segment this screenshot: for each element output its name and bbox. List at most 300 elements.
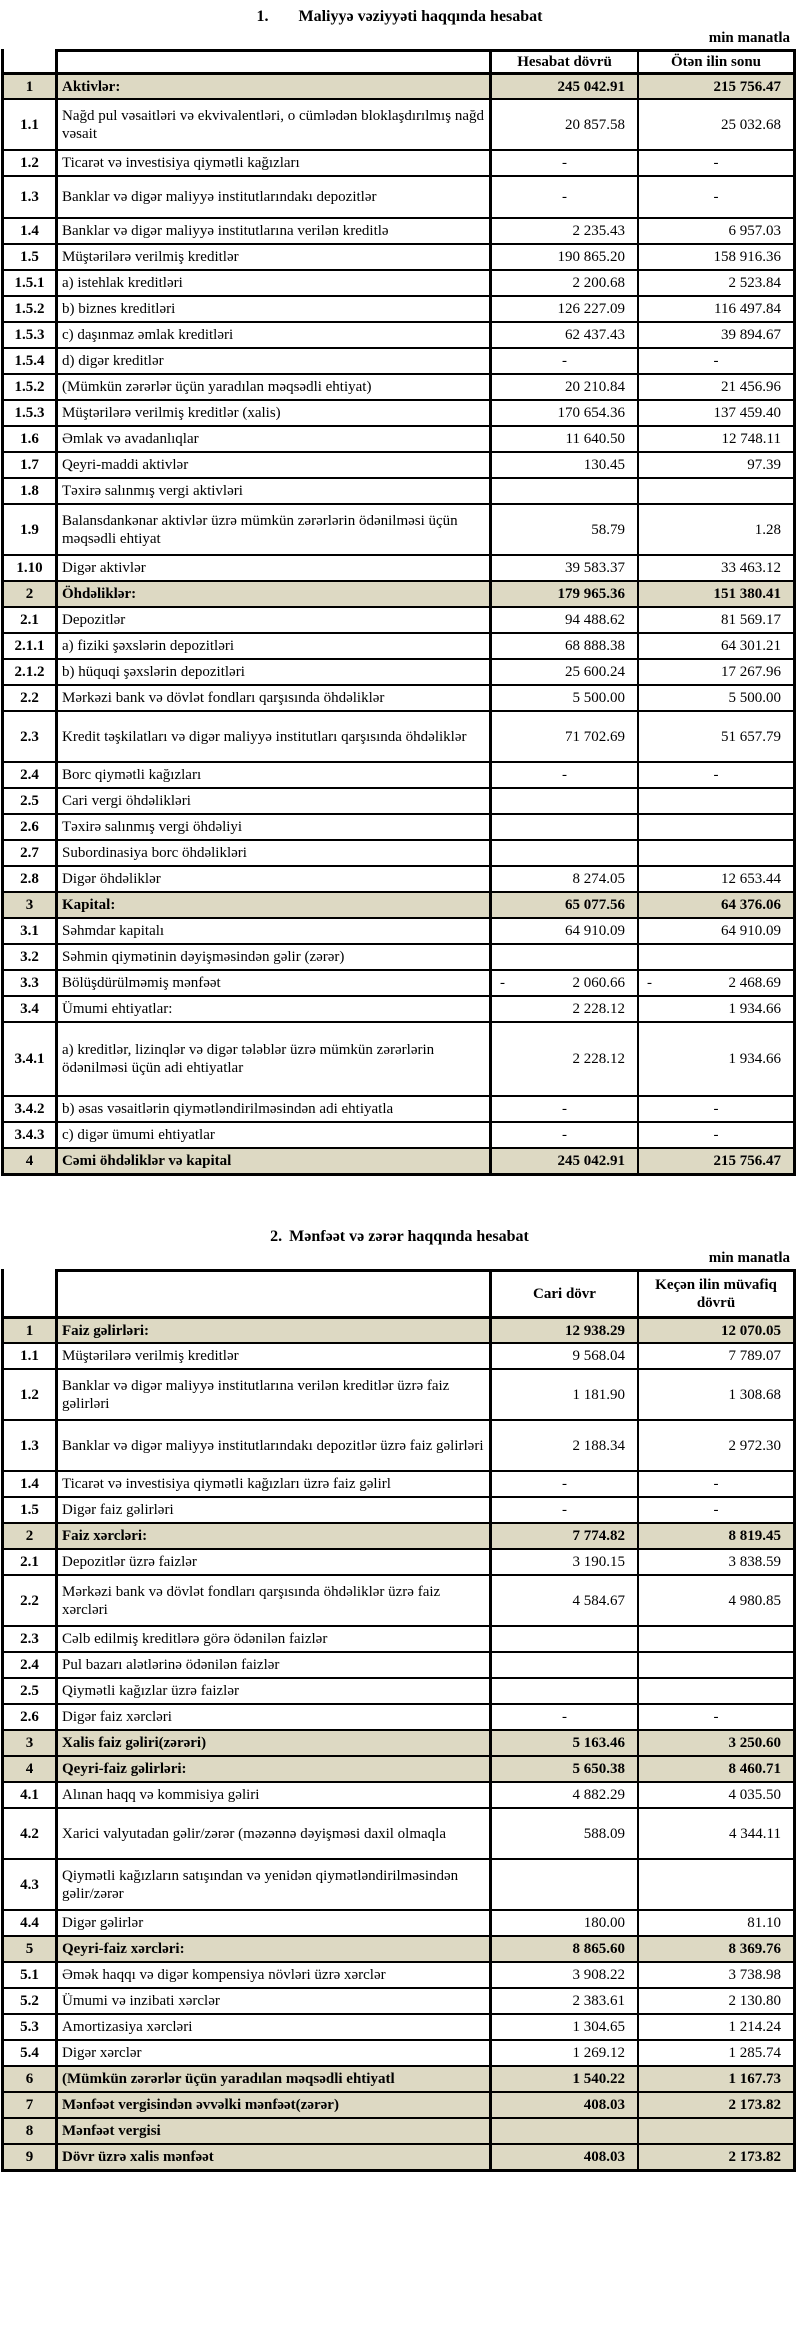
row-label: Digər öhdəliklər — [55, 865, 489, 891]
table-row — [1, 865, 796, 891]
header-label-cell — [55, 1269, 489, 1316]
row-value-previous: 1 167.73 — [637, 2065, 796, 2091]
table-row — [1, 72, 796, 98]
table-row — [1, 1419, 796, 1470]
row-value-current: 1 304.65 — [489, 2013, 637, 2039]
row-label: Faiz gəlirləri: — [55, 1316, 489, 1342]
row-value-current: 71 702.69 — [489, 710, 637, 761]
row-value-current — [489, 477, 637, 503]
row-label: Digər xərclər — [55, 2039, 489, 2065]
row-value-previous: 3 250.60 — [637, 1729, 796, 1755]
income-statement-title — [1, 1228, 798, 1246]
row-number: 3.4.3 — [1, 1121, 55, 1147]
row-value-previous: 215 756.47 — [637, 72, 796, 98]
row-value-previous: 4 980.85 — [637, 1574, 796, 1625]
table-row — [1, 295, 796, 321]
row-number: 4.2 — [1, 1807, 55, 1858]
row-number: 3 — [1, 891, 55, 917]
row-value-previous: 81 569.17 — [637, 606, 796, 632]
row-label: Səhmin qiymətinin dəyişməsindən gəlir (zərər) — [55, 943, 489, 969]
row-value-previous: 64 910.09 — [637, 917, 796, 943]
table-row — [1, 1368, 796, 1419]
row-label: Banklar və digər maliyyə institutlarına verilən kreditlə — [55, 217, 489, 243]
row-label: d) digər kreditlər — [55, 347, 489, 373]
row-value-current: 65 077.56 — [489, 891, 637, 917]
table-row — [1, 425, 796, 451]
table-row — [1, 2039, 796, 2065]
table-row — [1, 399, 796, 425]
row-value-previous: - — [637, 1121, 796, 1147]
row-value-current: 408.03 — [489, 2143, 637, 2169]
row-value-previous: - — [637, 1470, 796, 1496]
row-value-number: 2 468.69 — [728, 975, 781, 992]
balance-sheet-table — [1, 49, 796, 1176]
row-value-previous: 81.10 — [637, 1909, 796, 1935]
row-value-current: 25 600.24 — [489, 658, 637, 684]
table-row — [1, 761, 796, 787]
row-number: 1.4 — [1, 1470, 55, 1496]
row-value-previous: 33 463.12 — [637, 554, 796, 580]
row-number: 2.4 — [1, 1651, 55, 1677]
row-value-previous: 7 789.07 — [637, 1342, 796, 1368]
row-label: Səhmdar kapitalı — [55, 917, 489, 943]
row-label: Müştərilərə verilmiş kreditlər — [55, 1342, 489, 1368]
row-value-current: 62 437.43 — [489, 321, 637, 347]
row-label: Depozitlər üzrə faizlər — [55, 1548, 489, 1574]
table-row — [1, 606, 796, 632]
table-row — [1, 684, 796, 710]
row-label: a) istehlak kreditləri — [55, 269, 489, 295]
row-number: 3 — [1, 1729, 55, 1755]
row-value-previous — [637, 1858, 796, 1909]
row-number: 1.10 — [1, 554, 55, 580]
row-number: 5 — [1, 1935, 55, 1961]
row-label: Digər aktivlər — [55, 554, 489, 580]
row-value-previous: 5 500.00 — [637, 684, 796, 710]
row-number: 7 — [1, 2091, 55, 2117]
table-row — [1, 1342, 796, 1368]
row-label: Pul bazarı alətlərinə ödənilən faizlər — [55, 1651, 489, 1677]
row-number: 2.6 — [1, 1703, 55, 1729]
row-value-previous: 137 459.40 — [637, 399, 796, 425]
row-number: 4.4 — [1, 1909, 55, 1935]
row-number: 1.4 — [1, 217, 55, 243]
row-label: Ümumi və inzibati xərclər — [55, 1987, 489, 2013]
row-value-previous: 97.39 — [637, 451, 796, 477]
row-number: 2 — [1, 580, 55, 606]
balance-sheet-title-text: Maliyyə vəziyyəti haqqında hesabat — [298, 8, 543, 25]
row-number: 1.8 — [1, 477, 55, 503]
row-value-current: 1 181.90 — [489, 1368, 637, 1419]
row-value-previous: 12 070.05 — [637, 1316, 796, 1342]
row-number: 1 — [1, 72, 55, 98]
row-value-current: 170 654.36 — [489, 399, 637, 425]
table-row — [1, 943, 796, 969]
row-value-current — [489, 969, 637, 995]
row-label: Xarici valyutadan gəlir/zərər (məzənnə dəyişməsi daxil olmaqla — [55, 1807, 489, 1858]
row-value-previous: 12 653.44 — [637, 865, 796, 891]
table-row — [1, 813, 796, 839]
table-row — [1, 2065, 796, 2091]
row-label: c) digər ümumi ehtiyatlar — [55, 1121, 489, 1147]
row-value-current: 408.03 — [489, 2091, 637, 2117]
row-value-previous: 64 376.06 — [637, 891, 796, 917]
row-number: 1.3 — [1, 175, 55, 217]
row-label: Qeyri-maddi aktivlər — [55, 451, 489, 477]
income-statement-table — [1, 1269, 796, 2172]
row-value-previous: 2 173.82 — [637, 2143, 796, 2169]
row-label: b) hüquqi şəxslərin depozitləri — [55, 658, 489, 684]
row-value-previous: 25 032.68 — [637, 98, 796, 149]
row-value-previous: - — [637, 347, 796, 373]
row-number: 2.7 — [1, 839, 55, 865]
row-label: b) əsas vəsaitlərin qiymətləndirilməsindən adi ehtiyatla — [55, 1095, 489, 1121]
row-value-previous: 2 173.82 — [637, 2091, 796, 2117]
row-label: Mərkəzi bank və dövlət fondları qarşısında öhdəliklər üzrə faiz xərcləri — [55, 1574, 489, 1625]
row-label: Amortizasiya xərcləri — [55, 2013, 489, 2039]
table-row — [1, 175, 796, 217]
row-value-previous: - — [637, 149, 796, 175]
row-number: 2.1.2 — [1, 658, 55, 684]
table-row — [1, 503, 796, 554]
row-label: Digər gəlirlər — [55, 1909, 489, 1935]
row-number: 2.1 — [1, 1548, 55, 1574]
table-row — [1, 2013, 796, 2039]
row-number: 5.1 — [1, 1961, 55, 1987]
row-number: 8 — [1, 2117, 55, 2143]
row-value-previous: 4 344.11 — [637, 1807, 796, 1858]
row-label: Aktivlər: — [55, 72, 489, 98]
row-label: Kapital: — [55, 891, 489, 917]
row-value-current: - — [489, 1121, 637, 1147]
table-row — [1, 1095, 796, 1121]
row-value-previous: 1 934.66 — [637, 995, 796, 1021]
row-number: 4 — [1, 1147, 55, 1173]
row-value-current — [489, 2117, 637, 2143]
balance-sheet-header-row — [1, 49, 796, 72]
row-number: 1.1 — [1, 1342, 55, 1368]
row-number: 3.2 — [1, 943, 55, 969]
table-row — [1, 1781, 796, 1807]
row-value-current: 68 888.38 — [489, 632, 637, 658]
row-number: 2.5 — [1, 1677, 55, 1703]
table-row — [1, 554, 796, 580]
row-number: 1.6 — [1, 425, 55, 451]
header-previous-period: Keçən ilin müvafiq dövrü — [637, 1269, 796, 1316]
row-value-previous — [637, 1651, 796, 1677]
row-value-current: - — [489, 347, 637, 373]
row-value-previous — [637, 477, 796, 503]
row-number: 2.2 — [1, 1574, 55, 1625]
table-row — [1, 1522, 796, 1548]
row-number: 2.1 — [1, 606, 55, 632]
row-value-previous — [637, 2117, 796, 2143]
row-number: 4 — [1, 1755, 55, 1781]
row-label: (Mümkün zərərlər üçün yaradılan məqsədli ehtiyatl — [55, 2065, 489, 2091]
row-number: 2.6 — [1, 813, 55, 839]
table-row — [1, 1121, 796, 1147]
row-value-current: 20 210.84 — [489, 373, 637, 399]
row-value-current: 2 200.68 — [489, 269, 637, 295]
table-row — [1, 1935, 796, 1961]
row-value-number: 2 060.66 — [572, 975, 625, 992]
row-label: Xalis faiz gəliri(zərəri) — [55, 1729, 489, 1755]
table-row — [1, 658, 796, 684]
row-value-previous: - — [637, 175, 796, 217]
table-row — [1, 2117, 796, 2143]
row-value-current: 245 042.91 — [489, 72, 637, 98]
row-value-current — [489, 1677, 637, 1703]
row-label: Əmlak və avadanlıqlar — [55, 425, 489, 451]
table-row — [1, 98, 796, 149]
table-row — [1, 149, 796, 175]
row-value-current: 12 938.29 — [489, 1316, 637, 1342]
row-number: 1.1 — [1, 98, 55, 149]
header-previous-period: Ötən ilin sonu — [637, 49, 796, 72]
header-current-period: Hesabat dövrü — [489, 49, 637, 72]
row-value-current: 94 488.62 — [489, 606, 637, 632]
row-number: 1.5.2 — [1, 373, 55, 399]
minus-sign: - — [500, 975, 505, 992]
row-value-current: 588.09 — [489, 1807, 637, 1858]
row-value-previous — [637, 787, 796, 813]
row-value-current: 5 163.46 — [489, 1729, 637, 1755]
row-label: Digər faiz xərcləri — [55, 1703, 489, 1729]
row-label: Bölüşdürülməmiş mənfəət — [55, 969, 489, 995]
row-number: 2.3 — [1, 1625, 55, 1651]
table-row — [1, 1496, 796, 1522]
table-row — [1, 580, 796, 606]
table-row — [1, 969, 796, 995]
row-number: 5.4 — [1, 2039, 55, 2065]
row-value-current: - — [489, 1496, 637, 1522]
row-number: 2.5 — [1, 787, 55, 813]
table-row — [1, 1909, 796, 1935]
row-value-previous: - — [637, 1496, 796, 1522]
row-value-previous — [637, 839, 796, 865]
row-number: 1.5.3 — [1, 399, 55, 425]
row-label: Digər faiz gəlirləri — [55, 1496, 489, 1522]
row-value-current: - — [489, 1703, 637, 1729]
balance-sheet-title — [1, 8, 798, 26]
row-value-previous: 1 934.66 — [637, 1021, 796, 1095]
row-value-current — [489, 839, 637, 865]
balance-sheet-unit-note: min manatla — [708, 30, 790, 46]
row-value-current: 7 774.82 — [489, 1522, 637, 1548]
table-row — [1, 1625, 796, 1651]
minus-sign: - — [647, 975, 652, 992]
row-label: Mərkəzi bank və dövlət fondları qarşısında öhdəliklər — [55, 684, 489, 710]
row-label: Qiymətli kağızlar üzrə faizlər — [55, 1677, 489, 1703]
row-label: Mənfəət vergisindən əvvəlki mənfəət(zərər) — [55, 2091, 489, 2117]
row-label: Qiymətli kağızların satışından və yenidən qiymətləndirilməsindən gəlir/zərər — [55, 1858, 489, 1909]
row-value-current: - — [489, 149, 637, 175]
row-value-previous: 2 972.30 — [637, 1419, 796, 1470]
row-number: 3.3 — [1, 969, 55, 995]
header-current-period: Cari dövr — [489, 1269, 637, 1316]
row-label: Ticarət və investisiya qiymətli kağızları üzrə faiz gəlirl — [55, 1470, 489, 1496]
row-number: 1.2 — [1, 149, 55, 175]
table-row — [1, 1316, 796, 1342]
row-value-previous: 8 369.76 — [637, 1935, 796, 1961]
header-label-cell — [55, 49, 489, 72]
table-row — [1, 632, 796, 658]
row-label: Ticarət və investisiya qiymətli kağızları — [55, 149, 489, 175]
row-value-previous: 51 657.79 — [637, 710, 796, 761]
table-row — [1, 1651, 796, 1677]
row-value-current: 2 228.12 — [489, 1021, 637, 1095]
table-row — [1, 891, 796, 917]
table-row — [1, 1021, 796, 1095]
table-row — [1, 787, 796, 813]
row-value-current: 39 583.37 — [489, 554, 637, 580]
row-label: Nağd pul vəsaitləri və ekvivalentləri, o cümlədən bloklaşdırılmış nağd vəsait — [55, 98, 489, 149]
row-value-current: - — [489, 1470, 637, 1496]
row-value-current: - — [489, 761, 637, 787]
row-number: 4.1 — [1, 1781, 55, 1807]
row-value-previous: 3 738.98 — [637, 1961, 796, 1987]
row-value-current — [489, 1625, 637, 1651]
row-value-current: 2 235.43 — [489, 217, 637, 243]
table-row — [1, 2143, 796, 2169]
table-row — [1, 2091, 796, 2117]
row-number: 1.3 — [1, 1419, 55, 1470]
row-value-current: 4 882.29 — [489, 1781, 637, 1807]
row-label: Təxirə salınmış vergi öhdəliyi — [55, 813, 489, 839]
table-row — [1, 1755, 796, 1781]
row-value-previous: 2 523.84 — [637, 269, 796, 295]
row-value-current: 2 188.34 — [489, 1419, 637, 1470]
row-number: 3.4.1 — [1, 1021, 55, 1095]
row-value-previous: 17 267.96 — [637, 658, 796, 684]
table-row — [1, 373, 796, 399]
row-value-current — [489, 943, 637, 969]
row-value-current — [489, 787, 637, 813]
row-value-current: 126 227.09 — [489, 295, 637, 321]
row-label: Qeyri-faiz xərcləri: — [55, 1935, 489, 1961]
header-number-cell — [1, 1269, 55, 1316]
row-value-previous: 8 460.71 — [637, 1755, 796, 1781]
table-row — [1, 451, 796, 477]
row-value-current: 3 190.15 — [489, 1548, 637, 1574]
row-value-current: 245 042.91 — [489, 1147, 637, 1173]
row-value-current: 3 908.22 — [489, 1961, 637, 1987]
table-row — [1, 477, 796, 503]
row-value-current: 64 910.09 — [489, 917, 637, 943]
row-value-current — [489, 813, 637, 839]
row-value-previous: 6 957.03 — [637, 217, 796, 243]
row-value-current: 130.45 — [489, 451, 637, 477]
row-label: Cəmi öhdəliklər və kapital — [55, 1147, 489, 1173]
table-row — [1, 1807, 796, 1858]
row-label: Banklar və digər maliyyə institutlarındakı depozitlər — [55, 175, 489, 217]
row-value-previous — [637, 813, 796, 839]
row-value-current: - — [489, 175, 637, 217]
row-value-current: 58.79 — [489, 503, 637, 554]
income-statement-unit-note: min manatla — [708, 1250, 790, 1267]
row-value-previous — [637, 943, 796, 969]
row-label: a) fiziki şəxslərin depozitləri — [55, 632, 489, 658]
row-label: Qeyri-faiz gəlirləri: — [55, 1755, 489, 1781]
tables-gap — [1, 1176, 798, 1222]
table-row — [1, 1987, 796, 2013]
row-number: 1.9 — [1, 503, 55, 554]
row-value-previous: - — [637, 1703, 796, 1729]
table-row — [1, 217, 796, 243]
row-number: 3.1 — [1, 917, 55, 943]
row-value-current — [489, 1858, 637, 1909]
row-value-previous: 1.28 — [637, 503, 796, 554]
row-number: 1.7 — [1, 451, 55, 477]
income-statement-title-text: Mənfəət və zərər haqqında hesabat — [289, 1228, 529, 1246]
row-number: 5.3 — [1, 2013, 55, 2039]
row-label: Subordinasiya borc öhdəlikləri — [55, 839, 489, 865]
row-number: 1 — [1, 1316, 55, 1342]
row-number: 6 — [1, 2065, 55, 2091]
row-label: Öhdəliklər: — [55, 580, 489, 606]
row-number: 2 — [1, 1522, 55, 1548]
row-label: Borc qiymətli kağızları — [55, 761, 489, 787]
table-row — [1, 1703, 796, 1729]
row-number: 3.4.2 — [1, 1095, 55, 1121]
row-value-previous: 158 916.36 — [637, 243, 796, 269]
table-row — [1, 710, 796, 761]
row-number: 1.5.2 — [1, 295, 55, 321]
row-value-previous: 4 035.50 — [637, 1781, 796, 1807]
row-value-previous: 1 214.24 — [637, 2013, 796, 2039]
row-value-previous — [637, 969, 796, 995]
row-label: Dövr üzrə xalis mənfəət — [55, 2143, 489, 2169]
row-label: b) biznes kreditləri — [55, 295, 489, 321]
table-row — [1, 269, 796, 295]
row-label: a) kreditlər, lizinqlər və digər tələblər üzrə mümkün zərərlərin ödənilməsi üçün adi ehtiyatlar — [55, 1021, 489, 1095]
row-number: 2.3 — [1, 710, 55, 761]
row-number: 1.5.1 — [1, 269, 55, 295]
row-value-previous: - — [637, 761, 796, 787]
row-number: 1.5 — [1, 243, 55, 269]
row-number: 1.5.3 — [1, 321, 55, 347]
row-value-previous: 215 756.47 — [637, 1147, 796, 1173]
row-value-previous: 151 380.41 — [637, 580, 796, 606]
row-value-current: 4 584.67 — [489, 1574, 637, 1625]
row-value-current: 179 965.36 — [489, 580, 637, 606]
table-row — [1, 917, 796, 943]
row-label: Ümumi ehtiyatlar: — [55, 995, 489, 1021]
row-value-previous — [637, 1677, 796, 1703]
row-number: 2.1.1 — [1, 632, 55, 658]
row-number: 1.2 — [1, 1368, 55, 1419]
row-value-previous — [637, 1625, 796, 1651]
table-row — [1, 1729, 796, 1755]
row-value-current: 8 865.60 — [489, 1935, 637, 1961]
row-value-previous: 64 301.21 — [637, 632, 796, 658]
table-row — [1, 243, 796, 269]
balance-sheet-title-number: 1. — [256, 8, 269, 25]
row-label: c) daşınmaz əmlak kreditləri — [55, 321, 489, 347]
row-value-current: 190 865.20 — [489, 243, 637, 269]
row-value-current: 8 274.05 — [489, 865, 637, 891]
table-row — [1, 1470, 796, 1496]
row-label: Təxirə salınmış vergi aktivləri — [55, 477, 489, 503]
row-number: 2.8 — [1, 865, 55, 891]
row-number: 9 — [1, 2143, 55, 2169]
row-label: Kredit təşkilatları və digər maliyyə institutları qarşısında öhdəliklər — [55, 710, 489, 761]
row-label: Depozitlər — [55, 606, 489, 632]
row-label: Balansdankənar aktivlər üzrə mümkün zərərlərin ödənilməsi üçün məqsədli ehtiyat — [55, 503, 489, 554]
row-label: (Mümkün zərərlər üçün yaradılan məqsədli ehtiyat) — [55, 373, 489, 399]
row-label: Alınan haqq və kommisiya gəliri — [55, 1781, 489, 1807]
income-statement-title-number: 2. — [270, 1228, 283, 1246]
